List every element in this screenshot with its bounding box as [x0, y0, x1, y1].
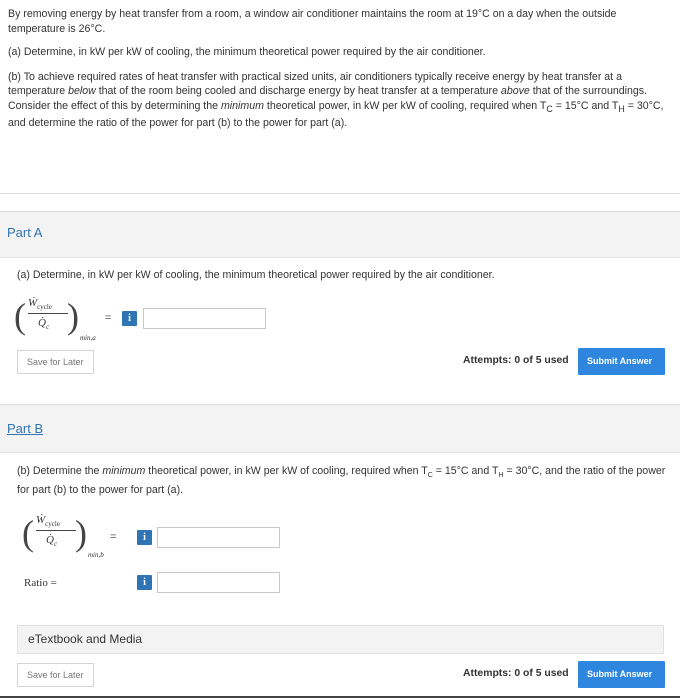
- formula-subscript: min,a: [80, 334, 96, 342]
- problem-part-a: (a) Determine, in kW per kW of cooling, the minimum theoretical power required by the air conditioner.: [8, 46, 486, 58]
- part-b-save-button[interactable]: Save for Later: [17, 663, 94, 687]
- part-a-answer-input[interactable]: [143, 308, 266, 329]
- part-a-title[interactable]: Part A: [7, 225, 43, 240]
- equals-sign: =: [110, 531, 117, 543]
- right-paren: ): [75, 513, 87, 553]
- part-a-attempts: Attempts: 0 of 5 used: [463, 355, 569, 366]
- part-a-save-button[interactable]: Save for Later: [17, 350, 94, 374]
- numerator: Ẇ$_{cycle}$: [28, 297, 52, 312]
- problem-part-b: (b) To achieve required rates of heat transfer with practical sized units, air conditioners typically receive energy by heat transfer at a temperature below that of the room being cooled and discharge energy by heat transfer at a temperature above that of the surroundings. Consider the effect of this by determining the minimum theoretical power, in kW per kW of cooling, required when $T_C = 15^\circ C$ and $T_H = 30^\circ C$, and determine the ratio of the power for part (b) to the power for part (a).: [8, 70, 664, 130]
- info-icon[interactable]: i: [137, 530, 152, 545]
- formula-subscript: min,b: [88, 551, 104, 559]
- fraction-bar: [28, 313, 68, 314]
- equals-sign: =: [105, 312, 112, 324]
- part-b-attempts: Attempts: 0 of 5 used: [463, 668, 569, 679]
- problem-statement: [0, 0, 680, 194]
- part-b-question: (b) Determine the minimum theoretical power, in kW per kW of cooling, required when $T_C = 15^\circ C$ and $T_H = 30^\circ C$, and the ratio of the power for part (b) to the power for part (a).: [17, 465, 666, 497]
- etextbook-media-link[interactable]: eTextbook and Media: [17, 625, 664, 654]
- left-paren: (: [22, 513, 34, 553]
- denominator: $Q̇_c$: [38, 317, 50, 332]
- right-paren: ): [67, 296, 79, 336]
- info-icon[interactable]: i: [122, 311, 137, 326]
- part-a-submit-button[interactable]: Submit Answer: [578, 348, 665, 375]
- left-paren: (: [14, 296, 26, 336]
- denominator: $Q̇_c$: [46, 534, 58, 549]
- ratio-answer-input[interactable]: [157, 572, 280, 593]
- numerator: Ẇ$_{cycle}$: [36, 514, 60, 529]
- ratio-label: Ratio =: [24, 577, 57, 589]
- part-b-title[interactable]: Part B: [7, 421, 44, 436]
- part-b-submit-button[interactable]: Submit Answer: [578, 661, 665, 688]
- part-b-answer-input[interactable]: [157, 527, 280, 548]
- bottom-divider: [0, 696, 680, 698]
- part-a-header: [0, 211, 680, 258]
- ratio-info-icon[interactable]: i: [137, 575, 152, 590]
- fraction-bar: [36, 530, 76, 531]
- part-b-header: [0, 404, 680, 453]
- problem-intro: By removing energy by heat transfer from a room, a window air conditioner maintains the room at 19°C on a day when the outside temperature is 26°C.: [8, 8, 617, 35]
- part-a-question: (a) Determine, in kW per kW of cooling, the minimum theoretical power required by the air conditioner.: [17, 269, 495, 281]
